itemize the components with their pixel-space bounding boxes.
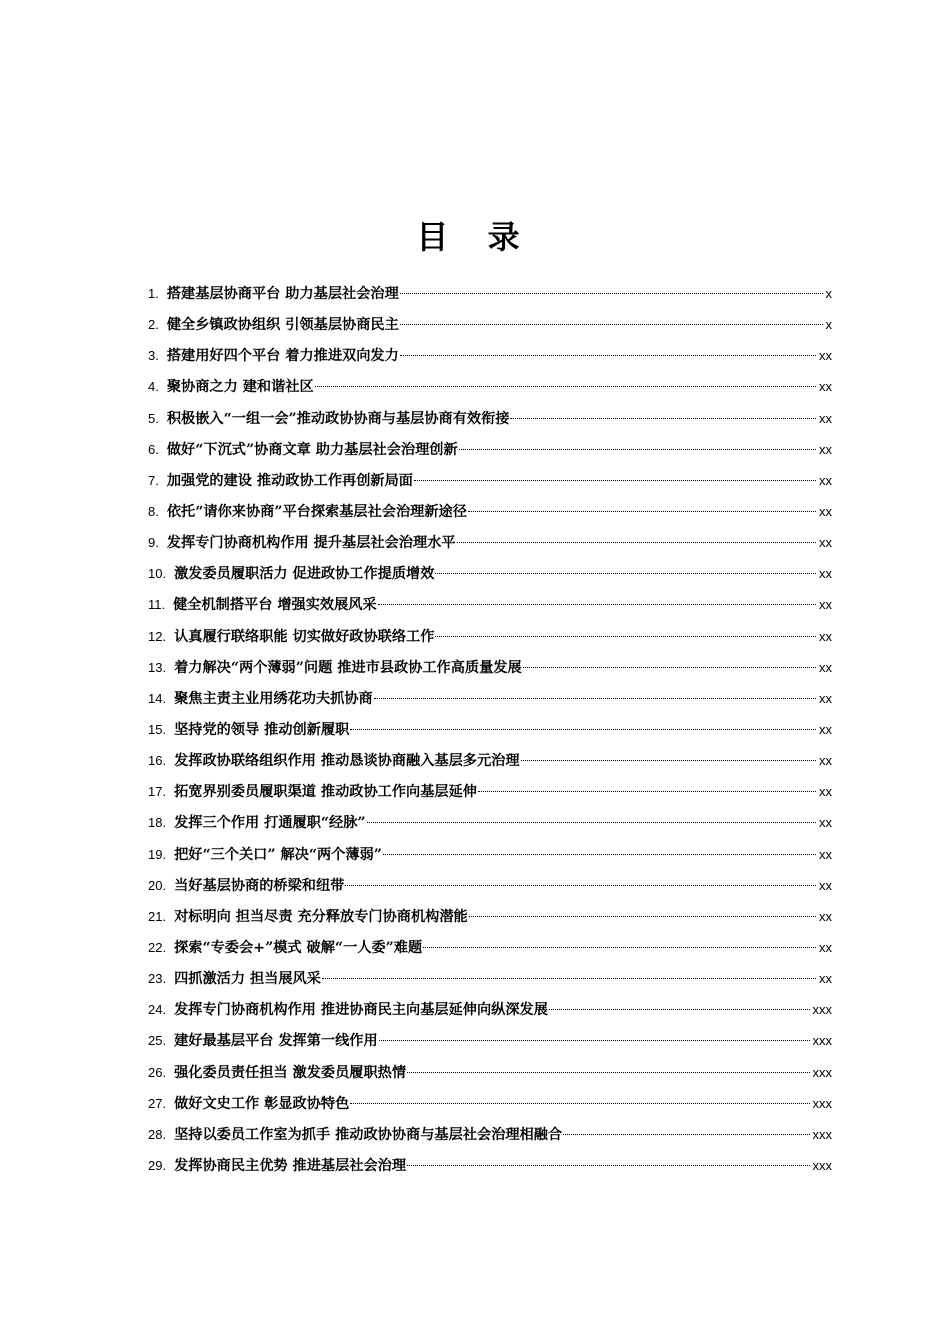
toc-entry[interactable] [148, 1088, 832, 1119]
toc-entry[interactable] [148, 527, 832, 558]
toc-entry-number: 14. [148, 690, 167, 706]
toc-entry-number: 4. [148, 379, 159, 395]
page-title: 目 录 [416, 218, 534, 257]
toc-entry-title: 当好基层协商的桥梁和纽带 [174, 877, 345, 894]
toc-dot-leader [400, 354, 816, 356]
toc-entry-number: 23. [148, 971, 167, 987]
toc-entry-page: xx [819, 472, 832, 488]
toc-entry[interactable] [148, 994, 832, 1025]
toc-entry-number: 18. [148, 815, 167, 831]
toc-entry-number: 3. [148, 348, 159, 364]
toc-entry-title: 依托“请你来协商”平台探索基层社会治理新途径 [166, 503, 467, 520]
toc-entry-title: 发挥协商民主优势 推进基层社会治理 [174, 1157, 407, 1174]
toc-entry-title: 认真履行联络职能 切实做好政协联络工作 [174, 628, 435, 645]
toc-entry-page: xxx [812, 1126, 832, 1142]
toc-entry-title: 建好最基层平台 发挥第一线作用 [174, 1033, 378, 1050]
toc-entry-page: xxx [812, 1157, 832, 1173]
toc-dot-leader [414, 479, 816, 481]
toc-entry[interactable] [148, 496, 832, 527]
toc-entry-page: xx [819, 503, 832, 519]
toc-entry-title: 发挥专门协商机构作用 推进协商民主向基层延伸向纵深发展 [174, 1002, 548, 1019]
toc-entry-title: 发挥专门协商机构作用 提升基层社会治理水平 [166, 535, 456, 552]
toc-entry-page: xxx [812, 1064, 832, 1080]
toc-entry-page: xxx [812, 1002, 832, 1018]
toc-entry[interactable] [148, 745, 832, 776]
toc-entry[interactable] [148, 465, 832, 496]
toc-entry-title: 把好“三个关口” 解决“两个薄弱” [174, 846, 382, 863]
toc-entry-number: 26. [148, 1064, 167, 1080]
toc-entry[interactable] [148, 558, 832, 589]
toc-entry[interactable] [148, 932, 832, 963]
table-of-contents [148, 278, 832, 1181]
toc-entry-title: 发挥三个作用 打通履职“经脉” [174, 815, 366, 832]
toc-entry[interactable] [148, 963, 832, 994]
toc-entry-title: 坚持以委员工作室为抓手 推动政协协商与基层社会治理相融合 [174, 1126, 563, 1143]
toc-entry[interactable] [148, 776, 832, 807]
toc-entry-page: xx [819, 753, 832, 769]
toc-entry-number: 20. [148, 877, 167, 893]
toc-dot-leader [457, 541, 816, 543]
toc-entry-page: xx [819, 690, 832, 706]
toc-entry[interactable] [148, 340, 832, 371]
toc-entry-title: 发挥政协联络组织作用 推动恳谈协商融入基层多元治理 [174, 753, 520, 770]
toc-entry[interactable] [148, 683, 832, 714]
toc-entry[interactable] [148, 371, 832, 402]
toc-dot-leader [459, 448, 816, 450]
toc-entry-page: xx [819, 784, 832, 800]
toc-entry-title: 强化委员责任担当 激发委员履职热情 [174, 1064, 407, 1081]
toc-entry-title: 积极嵌入“一组一会”推动政协协商与基层协商有效衔接 [166, 410, 510, 427]
toc-entry[interactable] [148, 901, 832, 932]
toc-dot-leader [423, 946, 816, 948]
toc-dot-leader [468, 510, 816, 512]
toc-entry-title: 健全乡镇政协组织 引领基层协商民主 [166, 317, 399, 334]
toc-entry-page: xx [819, 441, 832, 457]
toc-entry[interactable] [148, 1057, 832, 1088]
toc-entry-number: 12. [148, 628, 167, 644]
toc-entry-number: 19. [148, 846, 167, 862]
toc-dot-leader [400, 292, 823, 294]
toc-entry-number: 6. [148, 441, 159, 457]
toc-entry-page: xx [819, 939, 832, 955]
toc-entry[interactable] [148, 403, 832, 434]
toc-entry-title: 聚焦主责主业用绣花功夫抓协商 [174, 690, 373, 707]
toc-entry-page: xx [819, 721, 832, 737]
toc-dot-leader [322, 977, 816, 979]
toc-entry-number: 27. [148, 1095, 167, 1111]
toc-entry-title: 加强党的建设 推动政协工作再创新局面 [166, 472, 413, 489]
toc-entry-title: 搭建用好四个平台 着力推进双向发力 [166, 348, 399, 365]
toc-dot-leader [367, 821, 816, 823]
toc-entry-title: 着力解决“两个薄弱”问题 推进市县政协工作高质量发展 [174, 659, 522, 676]
toc-entry-number: 22. [148, 939, 167, 955]
toc-entry-page: xx [819, 410, 832, 426]
toc-entry-number: 9. [148, 535, 159, 551]
toc-entry[interactable] [148, 807, 832, 838]
toc-entry-number: 29. [148, 1157, 167, 1173]
toc-entry-page: xx [819, 535, 832, 551]
toc-entry[interactable] [148, 839, 832, 870]
toc-dot-leader [374, 697, 816, 699]
toc-entry-page: xx [819, 971, 832, 987]
toc-entry-number: 11. [148, 597, 166, 613]
toc-entry[interactable] [148, 1025, 832, 1056]
toc-entry[interactable] [148, 278, 832, 309]
toc-dot-leader [379, 1039, 810, 1041]
toc-dot-leader [350, 1102, 809, 1104]
toc-entry-page: xx [819, 348, 832, 364]
toc-entry[interactable] [148, 870, 832, 901]
toc-entry-page: xx [819, 908, 832, 924]
toc-dot-leader [435, 635, 816, 637]
toc-entry[interactable] [148, 714, 832, 745]
toc-entry-page: xx [819, 628, 832, 644]
toc-dot-leader [435, 572, 816, 574]
toc-entry-number: 28. [148, 1126, 167, 1142]
toc-dot-leader [407, 1164, 809, 1166]
toc-entry-number: 7. [148, 472, 159, 488]
toc-entry-title: 拓宽界别委员履职渠道 推动政协工作向基层延伸 [174, 784, 477, 801]
toc-entry[interactable] [148, 1150, 832, 1181]
toc-entry-title: 探索“专委会+”模式 破解“一人委”难题 [174, 939, 423, 956]
toc-entry-page: xxx [812, 1095, 832, 1111]
toc-entry[interactable] [148, 309, 832, 340]
toc-entry-page: xx [819, 846, 832, 862]
toc-dot-leader [469, 915, 816, 917]
toc-dot-leader [383, 853, 816, 855]
toc-entry-title: 做好文史工作 彰显政协特色 [174, 1095, 350, 1112]
toc-entry-number: 5. [148, 410, 159, 426]
toc-entry-number: 13. [148, 659, 167, 675]
toc-entry-number: 16. [148, 753, 167, 769]
toc-entry[interactable] [148, 652, 832, 683]
toc-entry-page: xx [819, 877, 832, 893]
toc-entry-title: 坚持党的领导 推动创新履职 [174, 721, 350, 738]
toc-entry[interactable] [148, 434, 832, 465]
toc-dot-leader [549, 1008, 810, 1010]
toc-entry[interactable] [148, 589, 832, 620]
toc-dot-leader [521, 759, 816, 761]
toc-entry-number: 8. [148, 503, 159, 519]
toc-entry-page: x [825, 286, 832, 301]
toc-entry-page: xxx [812, 1033, 832, 1049]
toc-entry-page: xx [819, 566, 832, 582]
toc-entry-number: 24. [148, 1002, 167, 1018]
toc-dot-leader [315, 385, 816, 387]
toc-entry-number: 21. [148, 908, 167, 924]
toc-entry-title: 对标明向 担当尽责 充分释放专门协商机构潜能 [174, 908, 468, 925]
toc-entry-title: 聚协商之力 建和谐社区 [166, 379, 314, 396]
toc-entry-title: 激发委员履职活力 促进政协工作提质增效 [174, 566, 435, 583]
toc-entry-number: 15. [148, 721, 167, 737]
toc-entry-title: 四抓激活力 担当展风采 [174, 971, 321, 988]
toc-entry-page: x [825, 317, 832, 333]
toc-entry-page: xx [819, 815, 832, 831]
toc-entry-number: 25. [148, 1033, 167, 1049]
toc-dot-leader [407, 1071, 809, 1073]
toc-dot-leader [400, 323, 823, 325]
toc-dot-leader [563, 1133, 809, 1135]
toc-entry[interactable] [148, 621, 832, 652]
toc-entry-page: xx [819, 597, 832, 613]
toc-dot-leader [478, 790, 816, 792]
toc-entry-number: 17. [148, 784, 167, 800]
toc-entry-number: 10. [148, 566, 167, 582]
toc-entry-number: 1. [148, 286, 159, 301]
toc-dot-leader [345, 884, 816, 886]
toc-entry[interactable] [148, 1119, 832, 1150]
toc-dot-leader [523, 666, 816, 668]
toc-dot-leader [510, 417, 816, 419]
toc-entry-number: 2. [148, 317, 159, 333]
toc-dot-leader [378, 603, 816, 605]
toc-dot-leader [350, 728, 816, 730]
toc-entry-title: 做好“下沉式”协商文章 助力基层社会治理创新 [166, 441, 458, 458]
toc-entry-page: xx [819, 659, 832, 675]
toc-entry-page: xx [819, 379, 832, 395]
toc-entry-title: 搭建基层协商平台 助力基层社会治理 [166, 286, 399, 302]
toc-entry-title: 健全机制搭平台 增强实效展风采 [173, 597, 377, 614]
